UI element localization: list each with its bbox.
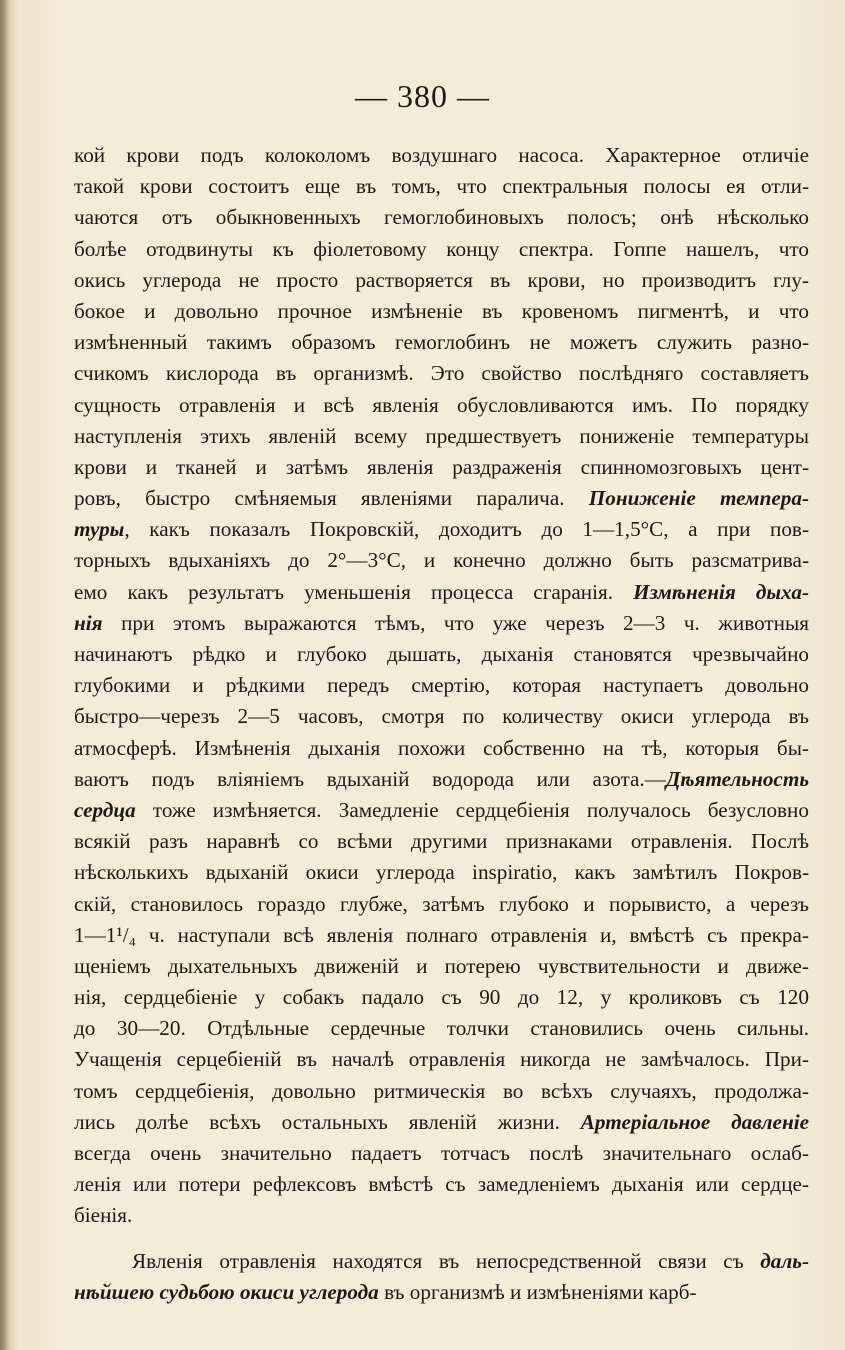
text-run: наступленія этихъ явленій всему предшествуетъ пониженіе температуры — [74, 423, 809, 448]
text-line — [74, 1169, 809, 1200]
text-run: нія, сердцебіеніе у собакъ падало съ 90 до 12, у кроликовъ съ 120 — [74, 985, 809, 1010]
text-line — [74, 982, 809, 1013]
italic-emphasis: туры — [74, 517, 125, 542]
text-line — [74, 951, 809, 982]
italic-emphasis: Артеріальное давленіе — [580, 1109, 810, 1134]
text-line — [74, 421, 809, 452]
text-line — [74, 764, 809, 795]
italic-emphasis: нія — [74, 610, 103, 635]
text-run: Учащенія серцебіеній въ началѣ отравленія никогда не замѣчалось. При- — [74, 1047, 809, 1072]
text-run: сущность отравленія и всѣ явленія обусловливаются имъ. По порядку — [74, 392, 809, 417]
text-line — [74, 1013, 809, 1044]
text-line — [74, 670, 809, 701]
text-line — [74, 857, 809, 888]
text-run: емо какъ результатъ уменьшенія процесса сгаранія. — [74, 579, 634, 604]
text-run: счикомъ кислорода въ организмѣ. Это свойство послѣдняго составляетъ — [74, 361, 809, 386]
text-line — [74, 577, 809, 608]
text-line — [74, 701, 809, 732]
text-run: крови и тканей и затѣмъ явленія раздраженія спинномозговыхъ цент- — [74, 454, 809, 479]
text-line — [74, 1277, 809, 1308]
italic-emphasis: даль- — [760, 1248, 809, 1273]
text-line — [74, 452, 809, 483]
text-line — [74, 1138, 809, 1169]
text-run: всякій разъ наравнѣ со всѣми другими признаками отравленія. Послѣ — [74, 829, 809, 854]
text-line — [74, 390, 809, 421]
text-line — [74, 483, 809, 514]
italic-emphasis: нѣйшею судьбою окиси углерода — [74, 1279, 379, 1304]
text-line — [74, 265, 809, 296]
text-line — [74, 1200, 809, 1231]
text-line — [74, 920, 809, 951]
paragraph-1 — [74, 140, 809, 1232]
text-run: ваютъ подъ вліяніемъ вдыханій водорода или азота.— — [74, 766, 666, 791]
text-run: лись долѣе всѣхъ остальныхъ явленій жизни. — [74, 1109, 581, 1134]
text-run: 1—1¹/₄ ч. наступали всѣ явленія полнаго отравленія и, вмѣстѣ съ прекра- — [74, 922, 809, 947]
text-run: измѣненный такимъ образомъ гемоглобинъ не можетъ служить разно- — [74, 330, 809, 355]
text-run: при этомъ выражаются тѣмъ, что уже черезъ 2—3 ч. животныя — [102, 610, 809, 635]
text-line — [74, 733, 809, 764]
text-run: быстро—черезъ 2—5 часовъ, смотря по количеству окиси углерода въ — [74, 704, 809, 729]
text-run: чаются отъ обыкновенныхъ гемоглобиновыхъ полосъ; онѣ нѣсколько — [74, 205, 809, 230]
text-line — [74, 234, 809, 265]
italic-emphasis: Пониженіе темпера- — [588, 486, 809, 511]
text-line — [74, 1246, 809, 1277]
italic-emphasis: Измѣненія дыха- — [633, 579, 809, 604]
text-line — [74, 608, 809, 639]
paragraph-gap — [74, 1232, 809, 1246]
text-run: атмосферѣ. Измѣненія дыханія похожи собственно на тѣ, которыя бы- — [74, 735, 809, 760]
paragraph-2 — [74, 1246, 809, 1308]
text-line — [74, 202, 809, 233]
text-run: такой крови состоитъ еще въ томъ, что спектральныя полосы ея отли- — [74, 174, 809, 199]
text-run: бокое и довольно прочное измѣненіе въ кровеномъ пигментѣ, и что — [74, 298, 809, 323]
text-run: болѣе отодвинуты къ фіолетовому концу спектра. Гоппе нашелъ, что — [74, 236, 809, 261]
text-line — [74, 327, 809, 358]
text-run: , какъ показалъ Покровскій, доходитъ до 1—1,5°C, а при пов- — [124, 517, 809, 542]
text-line — [74, 296, 809, 327]
text-line — [74, 826, 809, 857]
text-run: до 30—20. Отдѣльные сердечные толчки становились очень сильны. — [74, 1016, 809, 1041]
text-run: ленія или потери рефлексовъ вмѣстѣ съ замедленіемъ дыханія или сердце- — [74, 1172, 809, 1197]
text-run: всегда очень значительно падаетъ тотчасъ послѣ значительнаго ослаб- — [74, 1141, 809, 1165]
text-line — [74, 1044, 809, 1075]
text-line — [74, 171, 809, 202]
text-run: окись углерода не просто растворяется въ крови, но производитъ глу- — [74, 267, 809, 292]
text-run: кой крови подъ колоколомъ воздушнаго насоса. Характерное отличіе — [74, 143, 809, 167]
text-line — [74, 358, 809, 389]
text-line — [74, 889, 809, 920]
text-line — [74, 1107, 809, 1138]
text-run: щеніемъ дыхательныхъ движеній и потерею чувствительности и движе- — [74, 953, 809, 978]
text-run: начинаютъ рѣдко и глубоко дышать, дыханія становятся чрезвычайно — [74, 642, 809, 666]
text-run: Явленія отравленія находятся въ непосредственной связи съ — [132, 1248, 761, 1273]
text-run: біенія. — [74, 1203, 133, 1228]
text-line — [74, 545, 809, 576]
page-number: — 380 — — [355, 78, 490, 114]
body-text — [74, 140, 809, 1308]
text-line — [74, 795, 809, 826]
text-run: ровъ, быстро смѣняемыя явленіями паралича. — [74, 486, 589, 511]
text-run: въ организмѣ и измѣненіями карб- — [378, 1279, 697, 1304]
text-line — [74, 514, 809, 545]
italic-emphasis: Дѣятельность — [665, 766, 809, 791]
text-line — [74, 639, 809, 670]
text-run: торныхъ вдыханіяхъ до 2°—3°C, и конечно должно быть разсматрива- — [74, 548, 809, 573]
italic-emphasis: сердца — [74, 797, 136, 822]
text-run: глубокими и рѣдкими передъ смертію, которая наступаетъ довольно — [74, 673, 809, 698]
text-run: томъ сердцебіенія, довольно ритмическія во всѣхъ случаяхъ, продолжа- — [74, 1078, 809, 1103]
text-run: тоже измѣняется. Замедленіе сердцебіенія получалось безусловно — [135, 797, 809, 822]
page-gutter-shadow — [0, 0, 10, 1350]
text-line — [74, 140, 809, 171]
text-line — [74, 1076, 809, 1107]
text-run: нѣсколькихъ вдыханій окиси углерода inspiratio, какъ замѣтилъ Покров- — [74, 860, 809, 885]
text-run: скій, становилось гораздо глубже, затѣмъ глубоко и порывисто, а черезъ — [74, 891, 809, 916]
